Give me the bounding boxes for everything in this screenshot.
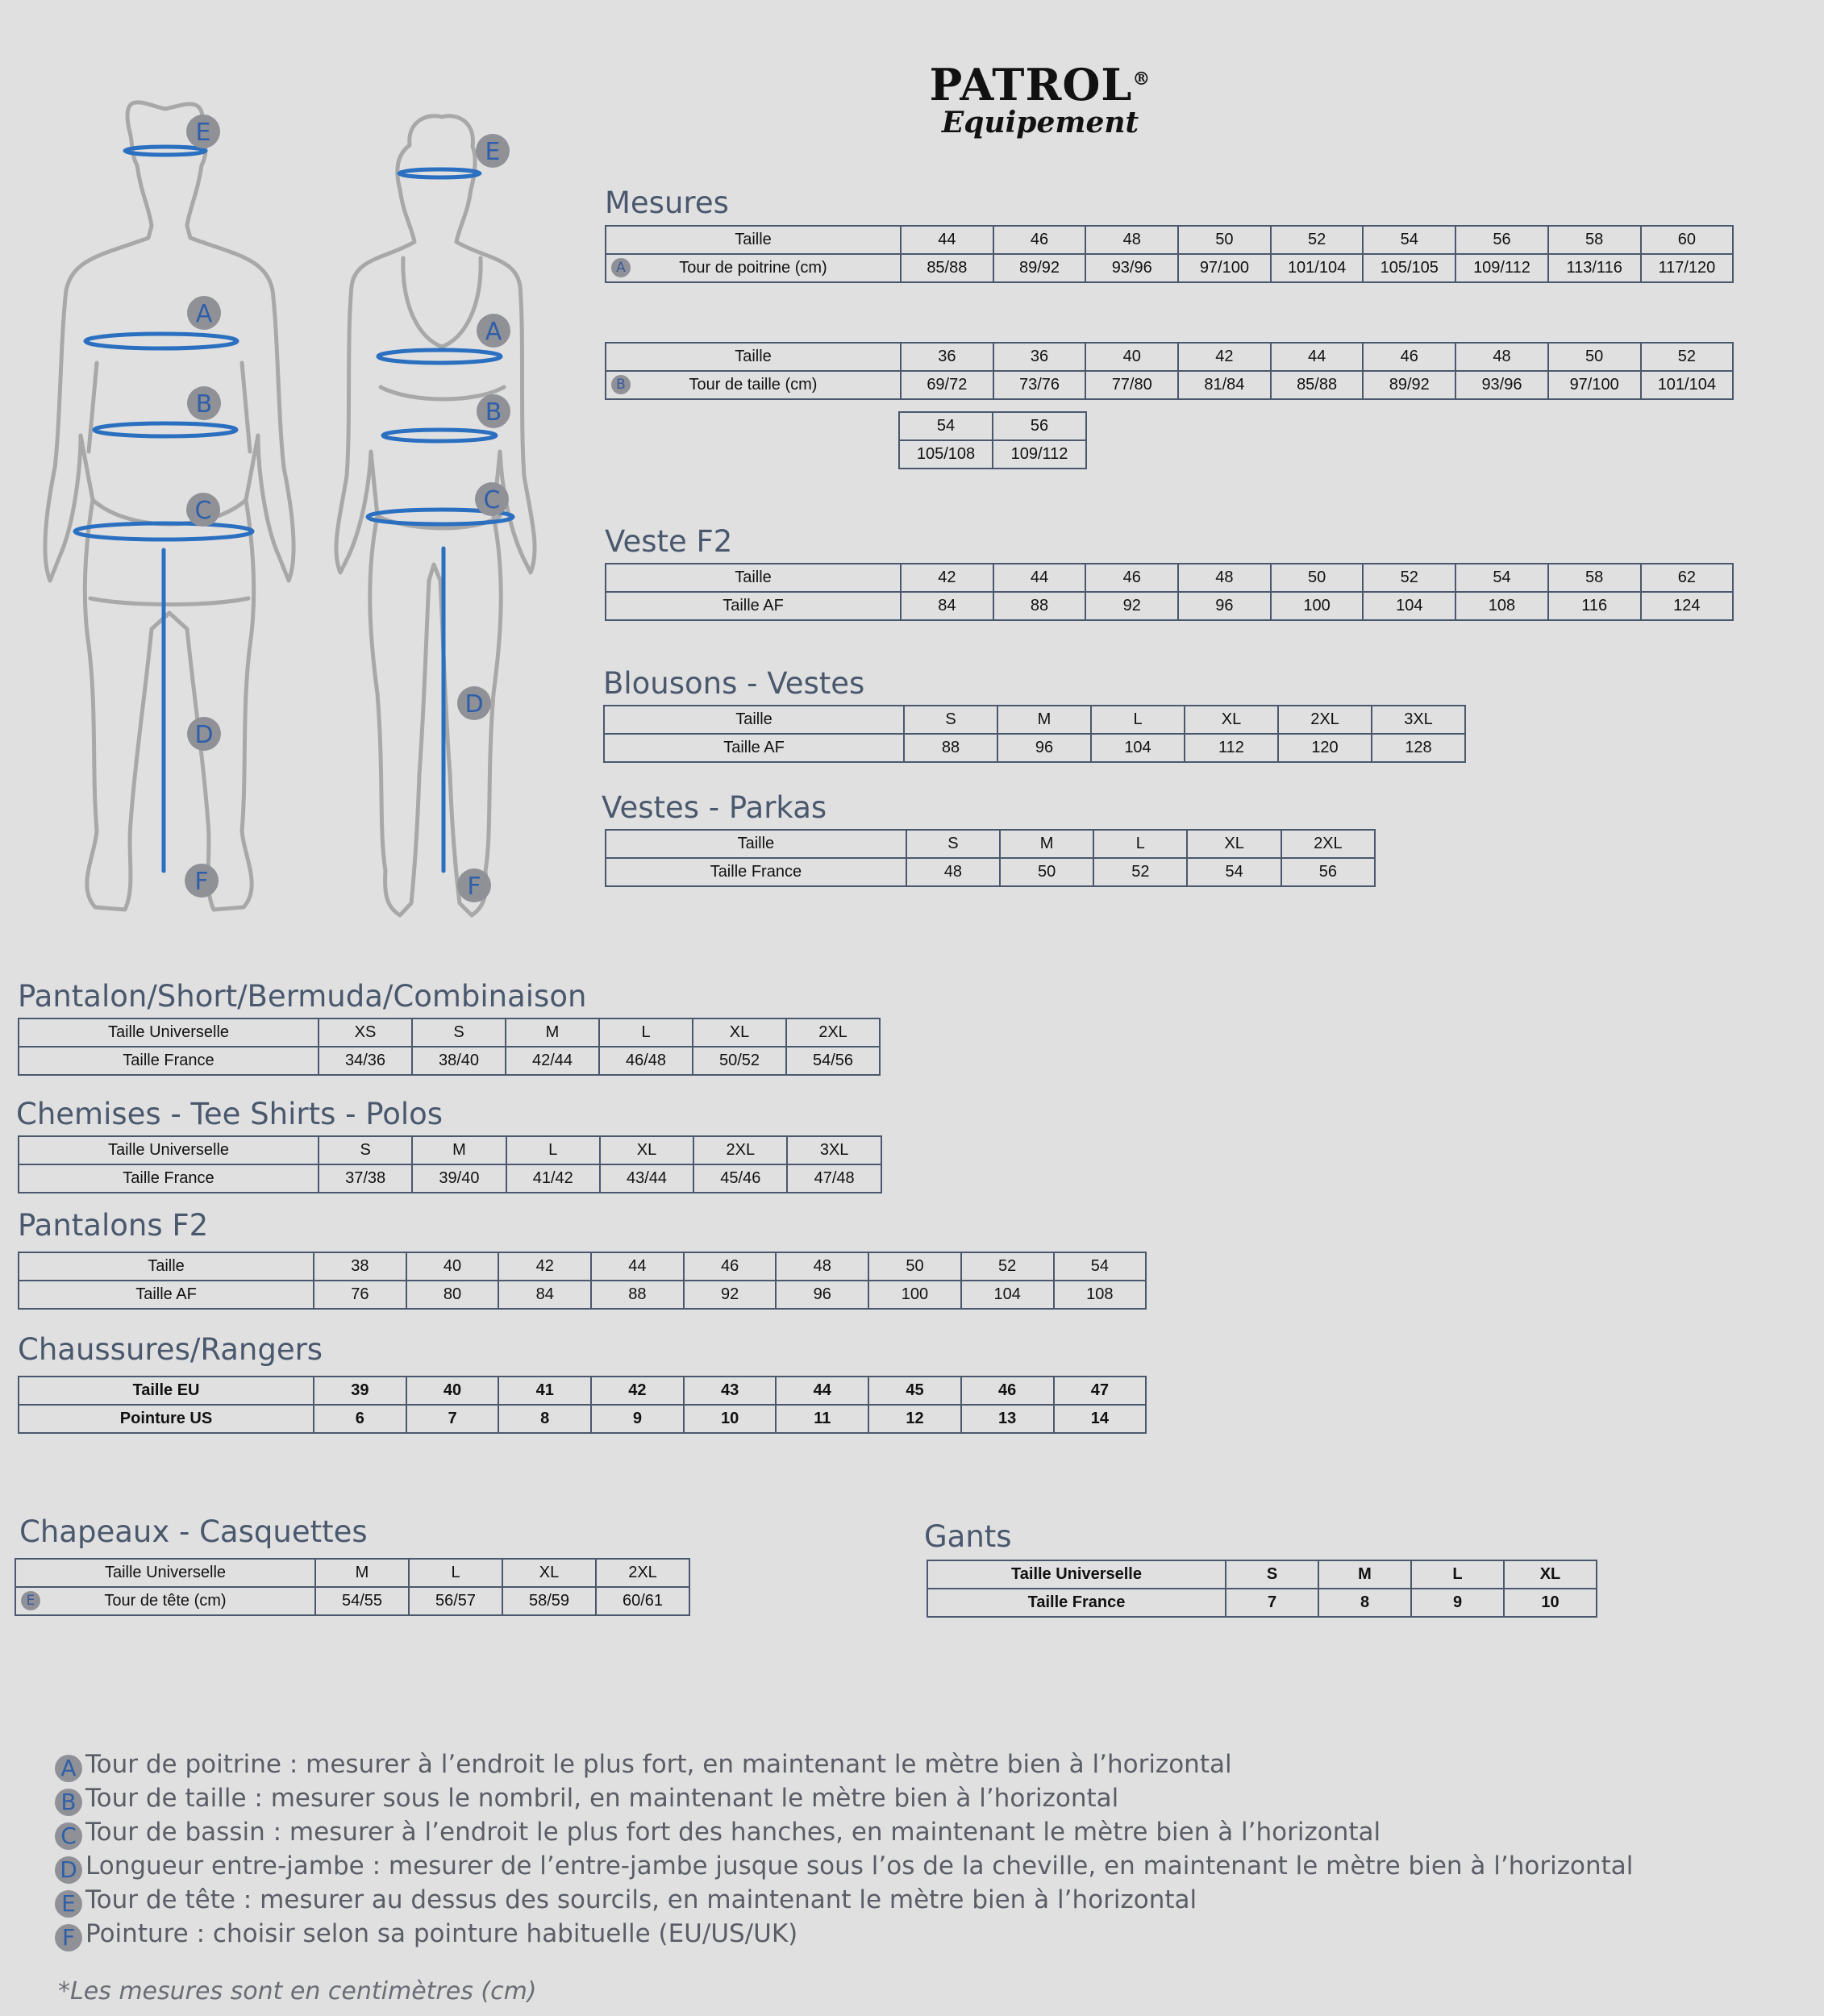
section-title: Pantalons F2 [18,1208,209,1243]
table-header-row: Taille S M L XL 2XL [606,830,1375,858]
table-row: Taille AF 76 80 84 88 92 96 100 104 108 [19,1281,1146,1309]
measurement-legend [55,1748,1633,1951]
legend-badge: A [55,1755,82,1782]
table-row: Taille France 7 8 9 10 [927,1589,1597,1617]
legend-badge: D [55,1856,82,1884]
table-row: Taille France 37/38 39/40 41/42 43/44 45/46 47/48 [19,1164,881,1193]
table-row: Taille AF 88 96 104 112 120 128 [604,734,1465,762]
marker-B-female: B [485,398,502,427]
table-row: 105/108 109/112 [899,440,1086,469]
marker-C-male: C [194,497,212,525]
section-title: Veste F2 [605,524,733,559]
legend-item [55,1816,1633,1850]
table-header-row: Taille Universelle M L XL 2XL [15,1559,689,1587]
table-header-row: 54 56 [899,412,1086,440]
marker-F-female: F [467,873,481,901]
marker-D-female: D [464,690,484,719]
legend-badge: C [55,1822,82,1850]
table-row: Pointure US 6 7 8 9 10 11 12 13 14 [19,1405,1146,1433]
header-label: Taille [606,226,901,254]
table-header-row: Taille 36 36 40 42 44 46 48 50 52 [606,343,1733,371]
section-title: Blousons - Vestes [603,666,865,701]
marker-E-female: E [485,138,501,166]
table-header-row: Taille 42 44 46 48 50 52 54 58 62 [606,564,1733,592]
section-blousons-vestes [603,666,1466,763]
legend-item [55,1782,1633,1816]
section-title: Gants [924,1519,1012,1554]
marker-D-male: D [194,721,214,749]
row-label: Tour de taille (cm) [689,376,818,394]
badge-b: B [611,375,631,394]
section-vestes-parkas [602,790,1376,887]
section-mesures [605,185,729,221]
table-header-row: Taille Universelle S M L XL 2XL 3XL [19,1136,881,1164]
section-title: Chaussures/Rangers [18,1332,323,1367]
table-header-row: Taille 38 40 42 44 46 48 50 52 54 [19,1252,1146,1281]
section-title: Chapeaux - Casquettes [19,1514,368,1549]
section-pantalons-f2 [18,1208,1147,1310]
marker-F-male: F [194,868,209,896]
legend-item [55,1918,1633,1951]
legend-badge: E [55,1890,82,1918]
legend-badge: B [55,1789,82,1816]
marker-A-male: A [195,300,213,328]
badge-a: A [611,258,631,277]
male-silhouette [45,102,294,910]
section-gants [924,1519,1597,1618]
body-measurement-figures [0,0,564,935]
section-chemises [16,1097,882,1193]
legend-text: Tour de taille : mesurer sous le nombril, en maintenant le mètre bien à l’horizontal [85,1784,1119,1813]
table-tour-de-poitrine [605,222,1734,283]
row-label: Tour de tête (cm) [104,1592,227,1610]
legend-text: Longueur entre-jambe : mesurer de l’entre-jambe jusque sous l’os de la cheville, en maintenant le mètre bien à l’horizontal [85,1851,1634,1881]
table-header-row: Taille S M L XL 2XL 3XL [604,706,1465,734]
legend-text: Tour de poitrine : mesurer à l’endroit le plus fort, en maintenant le mètre bien à l’horizontal [85,1750,1232,1779]
table-row: B Tour de taille (cm) 69/72 73/76 77/80 81/84 85/88 89/92 93/96 97/100 101/104 [606,371,1733,399]
table-row: Taille AF 84 88 92 96 100 104 108 116 124 [606,592,1733,620]
logo-sub: Equipement [941,106,1139,140]
table-header-row: Taille Universelle S M L XL [927,1560,1597,1589]
legend-badge: F [55,1924,82,1951]
row-label: Tour de poitrine (cm) [679,259,827,277]
table-row: E Tour de tête (cm) 54/55 56/57 58/59 60/61 [15,1587,689,1615]
section-title: Pantalon/Short/Bermuda/Combinaison [18,979,587,1014]
legend-text: Tour de bassin : mesurer à l’endroit le plus fort des hanches, en maintenant le mètre bien à l’horizontal [85,1818,1381,1847]
logo-brand: PATROL [929,59,1133,110]
marker-B-male: B [195,390,213,419]
section-title: Vestes - Parkas [602,790,827,825]
table-tour-de-taille [605,339,1734,400]
table-header-row: Taille EU 39 40 41 42 43 44 45 46 47 [19,1377,1146,1405]
table-tour-de-taille-extension [898,408,1087,469]
logo-reg: ® [1132,69,1151,90]
badge-e: E [21,1591,40,1610]
table-row: Taille France 48 50 52 54 56 [606,858,1375,886]
legend-text: Tour de tête : mesurer au dessus des sourcils, en maintenant le mètre bien à l’horizontal [85,1885,1197,1914]
section-chapeaux [15,1514,690,1616]
table-header-row: Taille Universelle XS S M L XL 2XL [19,1018,880,1047]
legend-text: Pointure : choisir selon sa pointure habituelle (EU/US/UK) [85,1919,798,1948]
marker-E-male: E [195,119,211,147]
footnote: *Les mesures sont en centimètres (cm) [58,1977,537,2006]
section-chaussures [18,1332,1147,1434]
table-header-row: Taille 44 46 48 50 52 54 56 58 60 [606,226,1733,254]
section-title: Chemises - Tee Shirts - Polos [16,1097,444,1131]
legend-item [55,1850,1633,1884]
section-pantalon-short [18,979,881,1076]
section-veste-f2 [605,524,1734,621]
table-row: Taille France 34/36 38/40 42/44 46/48 50/52 54/56 [19,1047,880,1075]
legend-item [55,1884,1633,1918]
marker-C-female: C [483,486,501,514]
section-title: Mesures [605,185,729,220]
marker-A-female: A [485,318,502,346]
legend-item [55,1748,1633,1782]
brand-logo [887,56,1193,138]
table-row: A Tour de poitrine (cm) 85/88 89/92 93/96 97/100 101/104 105/105 109/112 113/116 117/120 [606,254,1733,282]
header-label: Taille [606,343,901,371]
